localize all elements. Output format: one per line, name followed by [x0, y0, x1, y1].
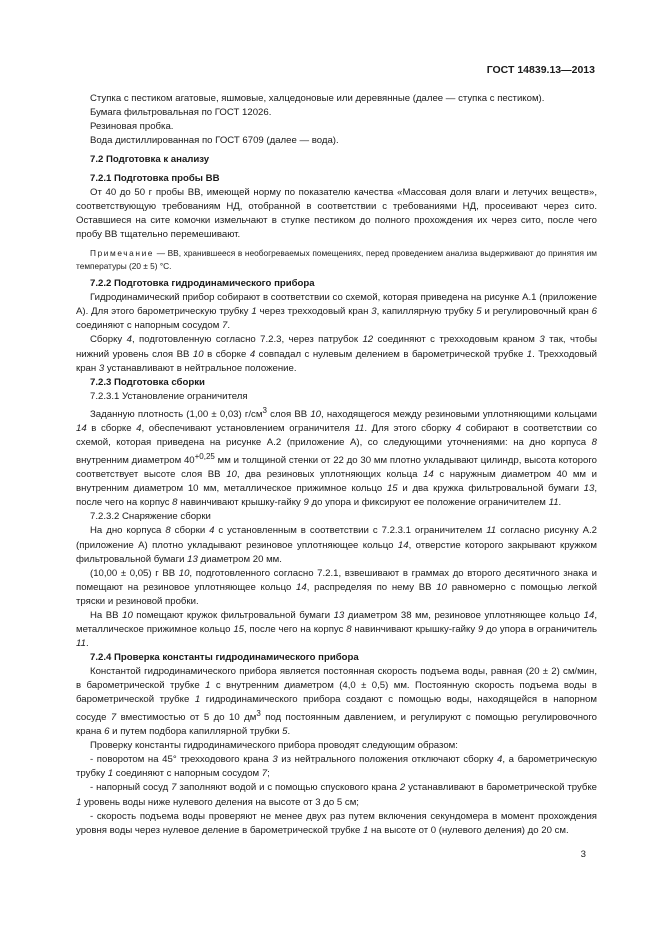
section-7-2-4-para-2: Проверку константы гидродинамического прибора проводят следующим образом: [90, 740, 458, 752]
section-7-2-2-heading: 7.2.2 Подготовка гидродинамического прибора [90, 278, 315, 290]
section-7-2-heading: 7.2 Подготовка к анализу [90, 154, 210, 166]
intro-line: Вода дистиллированная по ГОСТ 6709 (далее — вода). [90, 135, 339, 147]
note-label: Примечание [90, 248, 155, 259]
section-7-2-3-1-heading: 7.2.3.1 Установление ограничителя [90, 390, 248, 402]
section-7-2-3-2-para-1: На дно корпуса 8 сборки 4 с установленным в соответствии с 7.2.3.1 ограничителем 11 согласно рисунку А.2 (приложение А) плотно укладывают резиновое уплотняющее кольцо 14, отверстие которого закрывают кружком фильтровальной бумаги 13 диаметром 20 мм. [76, 525, 597, 565]
intro-line: Ступка с пестиком агатовые, яшмовые, халцедоновые или деревянные (далее — ступка с пестиком). [90, 93, 545, 104]
section-7-2-2-para-2: Сборку 4, подготовленную согласно 7.2.3, через патрубок 12 соединяют с трехходовым краном 3 так, чтобы нижний уровень слоя ВВ 10 в сборке 4 совпадал с нулевым делением в барометрической трубке 1. Трехходовый кран 3 устанавливают в нейтральное положение. [76, 334, 597, 374]
document-body [76, 92, 597, 838]
page-number: 3 [580, 849, 586, 860]
section-7-2-4-heading: 7.2.4 Проверка константы гидродинамического прибора [90, 651, 359, 663]
procedure-step-3: - скорость подъема воды проверяют не менее двух раз путем включения секундомера в момент прохождения уровня воды через нулевое деление в барометрической трубке 1 на высоте от 0 (нулевого деления) до 20 см. [76, 810, 597, 836]
note [76, 247, 597, 272]
intro-line: Бумага фильтровальная по ГОСТ 12026. [90, 107, 272, 119]
standard-header: ГОСТ 14839.13—2013 [486, 64, 595, 76]
note-text: — ВВ, хранившееся в необогреваемых помещениях, перед проведением анализа выдерживают до принятия им температуры (20 ± 5) °С. [76, 248, 597, 271]
section-7-2-4-para-1: Константой гидродинамического прибора является постоянная скорость подъема воды, равная (20 ± 2) см/мин, в барометрической трубке 1 с внутренним диаметром (4,0 ± 0,5) мм. Постоянную скорость подъема воды в барометрической трубке 1 гидродинамического прибора создают с помощью воды, находящейся в напорном сосуде 7 вместимостью от 5 до 10 $дм^3$ под постоянным давлением, и регулируют с помощью регулировочного крана 6 и путем подбора капиллярной трубки 5. [76, 665, 597, 738]
section-7-2-1-heading: 7.2.1 Подготовка пробы ВВ [90, 173, 220, 185]
section-7-2-3-2-para-3: На ВВ 10 помещают кружок фильтровальной бумаги 13 диаметром 38 мм, резиновое уплотняющее кольцо 14, металлическое прижимное кольцо 15, после чего на корпус 8 навинчивают крышку-гайку 9 до упора в ограничитель 11. [76, 609, 597, 649]
intro-line: Резиновая пробка. [90, 121, 174, 133]
procedure-step-1: - поворотом на 45° трехходового крана 3 из нейтрального положения отключают сборку 4, а барометрическую трубку 1 соединяют с напорным сосудом 7; [76, 754, 597, 780]
section-7-2-3-1-text: Заданную плотность (1,00 ± 0,03) $г/см^3$ слоя ВВ 10, находящегося между резиновыми уплотняющими кольцами 14 в сборке 4, обеспечивают установлением ограничителя 11. Для этого сборку 4 собирают в соответствии со схемой, которая приведена на рисунке А.2 (приложение А), со следующими уточнениями: на дно корпуса 8 внутренним диаметром $40^{+0,25}$ мм и толщиной стенки от 22 до 30 мм плотно укладывают цилиндр, высота которого соответствует высоте слоя ВВ 10, два резиновых уплотняющих кольца 14 с наружным диаметром 40 мм и внутренним диаметром 10 мм, металлическое прижимное кольцо 15 и два кружка фильтровальной бумаги 13, после чего на корпус 8 навинчивают крышку-гайку 9 до упора и фиксируют ее положение ограничителем 11. [76, 405, 598, 509]
section-7-2-1-text: От 40 до 50 г пробы ВВ, имеющей норму по показателю качества «Массовая доля влаги и летучих веществ», соответствующую требованиям НД, отобранной в соответствии с требованиями НД, просеивают через сито. Оставшиеся на сите комочки измельчают в ступке пестиком до полного прохождения их через сито, после чего пробу ВВ тщательно перемешивают. [76, 187, 597, 241]
section-7-2-2-para-1: Гидродинамический прибор собирают в соответствии со схемой, которая приведена на рисунке А.1 (приложение А). Для этого барометрическую трубку 1 через трехходовый кран 3, капиллярную трубку 5 и регулировочный кран 6 соединяют с напорным сосудом 7. [76, 292, 597, 332]
section-7-2-3-2-para-2: (10,00 ± 0,05) г ВВ 10, подготовленного согласно 7.2.1, взвешивают в граммах до второго десятичного знака и помещают на резиновое уплотняющее кольцо 14, распределяя по нему ВВ 10 равномерно с помощью легкой тряски и резиновой пробки. [76, 567, 597, 607]
procedure-step-2: - напорный сосуд 7 заполняют водой и с помощью спускового крана 2 устанавливают в барометрической трубке 1 уровень воды ниже нулевого деления на высоте от 3 до 5 см; [76, 782, 598, 808]
section-7-2-3-heading: 7.2.3 Подготовка сборки [90, 376, 205, 388]
section-7-2-3-2-heading: 7.2.3.2 Снаряжение сборки [90, 511, 211, 523]
